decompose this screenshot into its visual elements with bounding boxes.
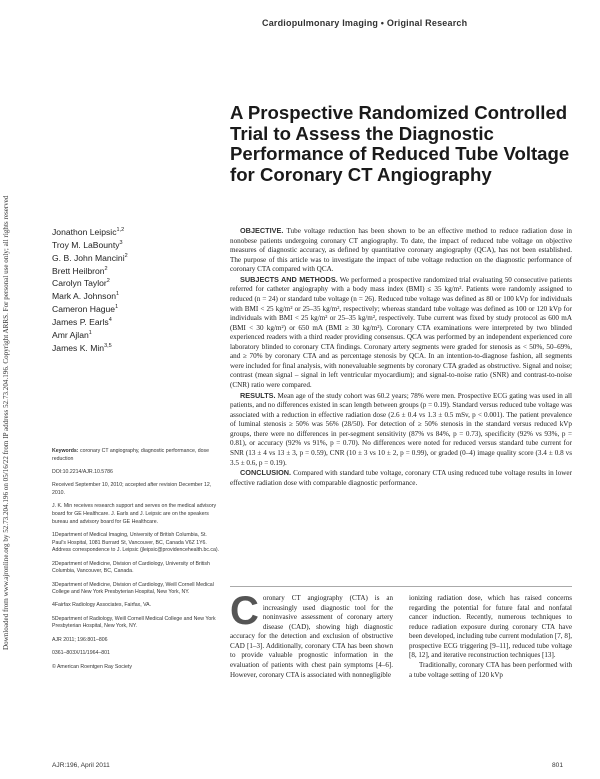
body-paragraph: ionizing radiation dose, which has raised concerns regarding the potential for future fatal and nonfatal cancer induction. Recently, numerous techniques to reduce radiation exposure during coronary CTA have been developed, including tube current modulation [7, 8], prospective ECG triggering [9–11], reduced tube voltage [8, 12], and iterative reconstruction techniques [13]. [409, 594, 572, 660]
author: Mark A. Johnson$^1$ [52, 291, 120, 302]
keywords: Keywords: coronary CT angiography, diagnostic performance, dose reduction [52, 448, 209, 462]
abstract-conclusion: CONCLUSION. Compared with standard tube voltage, coronary CTA using reduced tube voltage results in lower effective radiation dose with comparable diagnostic performance. [230, 468, 572, 487]
drop-cap: C [230, 589, 259, 633]
abstract-methods: SUBJECTS AND METHODS. We performed a prospective randomized trial evaluating 50 consecutive patients referred for catheter angiography with a body mass index (BMI) ≤ 35 kg/m². Patients were randomly assigned to reduced (n = 24) or standard tube voltage (n = 26). Reduced tube voltage was defined as 80 or 100 kVp for individuals with BMI < 25 kg/m² or 25–35 kg/m², respectively; whereas standard tube voltage was defined as 100 or 120 kVp for individuals with BMI < 25 kg/m² or 25–35 kg/m², respectively. Tube current was fixed by study protocol as 600 mA (BMI < 30 kg/m²) or 650 mA (BMI ≥ 30 kg/m²). Coronary CTA examinations were interpreted by two blinded experienced readers with a third reader providing consensus. QCA was performed by an independent experienced core laboratory blinded to coronary CTA findings. Coronary artery segments were graded for stenosis as < 50%, 50–69%, and ≥ 70% by coronary CTA and as percentage stenosis by QCA. In an intention-to-diagnose fashion, all segments were included for final analysis, with nonevaluable segments by coronary CTA graded as obstructive. Signal and noise; contrast (mean signal – signal in left ventricular myocardium); and signal-to-noise ratio (SNR) and contrast-to-noise (CNR) ratio were compared. [230, 274, 573, 389]
footer-journal: AJR:196, April 2011 [52, 762, 110, 769]
affiliation-4: 4Fairfax Radiology Associates, Fairfax, VA. [52, 602, 152, 609]
author: Cameron Hague$^1$ [52, 304, 119, 315]
intro-paragraph: Coronary CT angiography (CTA) is an increasingly used diagnostic tool for the noninvasive assessment of coronary artery disease (CAD), showing high diagnostic accuracy for the detection and exclusion of obstructive CAD [1–3]. Additionally, coronary CTA has been shown to provide valuable prognostic information in the evaluation of patients with chest pain symptoms [4–6]. However, coronary CTA is associated with nonnegligible [230, 589, 393, 679]
affiliation-5: 5Department of Radiology, Weill Cornell Medical College and New York Presbyterian Hospital, New York, NY. [52, 615, 216, 630]
affiliation-2: 2Department of Medicine, Division of Cardiology, University of British Columbia, Vancouver, BC, Canada. [52, 560, 210, 575]
affiliation-1: 1Department of Medical Imaging, University of British Columbia, St. Paul's Hospital, 1081 Burrard St, Vancouver, BC, Canada V6Z 1Y6. Address correspondence to J. Leipsic (jleipsic@providencehealth.bc.ca). [52, 531, 220, 554]
author: G. B. John Mancini$^2$ [52, 252, 128, 263]
body-column-right [409, 594, 572, 680]
author: Carolyn Taylor$^2$ [52, 278, 110, 289]
section-divider [230, 586, 572, 587]
affiliation-3: 3Department of Medicine, Division of Cardiology, Weill Cornell Medical College and New York Presbyterian Hospital, New York, NY. [52, 581, 214, 596]
copyright: © American Roentgen Ray Society [52, 663, 132, 670]
abstract-results: RESULTS. Mean age of the study cohort was 60.2 years; 78% were men. Prospective ECG gating was used in all patients, and no differences existed in scan length between groups (p = 0.19). Standard versus reduced tube voltage was associated with a reduction in effective radiation dose (2.6 ± 0.4 vs 1.3 ± 0.5 mSv, p < 0.001). The patient prevalence of luminal stenosis ≥ 50% was 56% (28/50). For detection of ≥ 50% stenosis in the standard versus reduced kVp groups, there were no differences in per-segment sensitivity (87% vs 84%, p = 0.73), specificity (92% vs 93%, p = 0.81), or accuracy (92% vs 91%, p = 0.70). No differences were noted for reduced versus standard tube current for SNR (13 ± 4 vs 13 ± 3, p = 0.59), CNR (10 ± 3 vs 10 ± 2, p = 0.99), or graded (0–4) image quality score (3.4 ± 0.8 vs 3.5 ± 0.6, p = 0.19). [230, 390, 572, 467]
issn: 0361–803X/11/1964–801 [52, 650, 110, 657]
disclosure: J. K. Min receives research support and serves on the medical advisory board for GE Healthcare. J. Earls and J. Leipsic are on the speakers bureau and advisory board for GE Healthcare. [52, 503, 217, 525]
running-head: Cardiopulmonary Imaging • Original Research [262, 18, 468, 28]
doi: DOI:10.2214/AJR.10.5786 [52, 468, 113, 475]
author: James K. Min$^{3,5}$ [52, 342, 112, 353]
abstract [230, 226, 572, 488]
received-date: Received September 10, 2010; accepted after revision December 12, 2010. [52, 482, 212, 496]
author: Jonathon Leipsic$^{1,2}$ [52, 226, 125, 237]
citation: AJR 2011; 196:801–806 [52, 636, 108, 643]
download-notice: Downloaded from www.ajronline.org by 52.73.204.196 on 05/16/22 from IP address 52.73.204.196. Copyright ARRS. For personal use only; all rights reserved [2, 195, 10, 650]
author-list [52, 225, 222, 354]
article-title: A Prospective Randomized Controlled Trial to Assess the Diagnostic Performance of Reduced Tube Voltage for Coronary CT Angiography [230, 102, 570, 185]
article-metadata [52, 448, 220, 677]
abstract-objective: OBJECTIVE. Tube voltage reduction has been shown to be an effective method to reduce radiation dose in nonobese patients undergoing coronary CT angiography. To date, the impact of reduced tube voltage on objective measures of diagnostic accuracy, as defined by quantitative coronary angiography (QCA), has not been established. The purpose of this article was to investigate the impact of tube voltage reduction on the diagnostic performance of coronary CTA compared with QCA. [230, 226, 572, 274]
author: Amr Ajlan$^1$ [52, 329, 92, 340]
author: Brett Heilbron$^2$ [52, 265, 108, 276]
body-column-left [230, 589, 393, 680]
author: James P. Earls$^4$ [52, 316, 112, 327]
page-number: 801 [552, 762, 564, 769]
body-paragraph: Traditionally, coronary CTA has been performed with a tube voltage setting of 120 kVp [409, 660, 572, 679]
author: Troy M. LaBounty$^3$ [52, 239, 123, 250]
